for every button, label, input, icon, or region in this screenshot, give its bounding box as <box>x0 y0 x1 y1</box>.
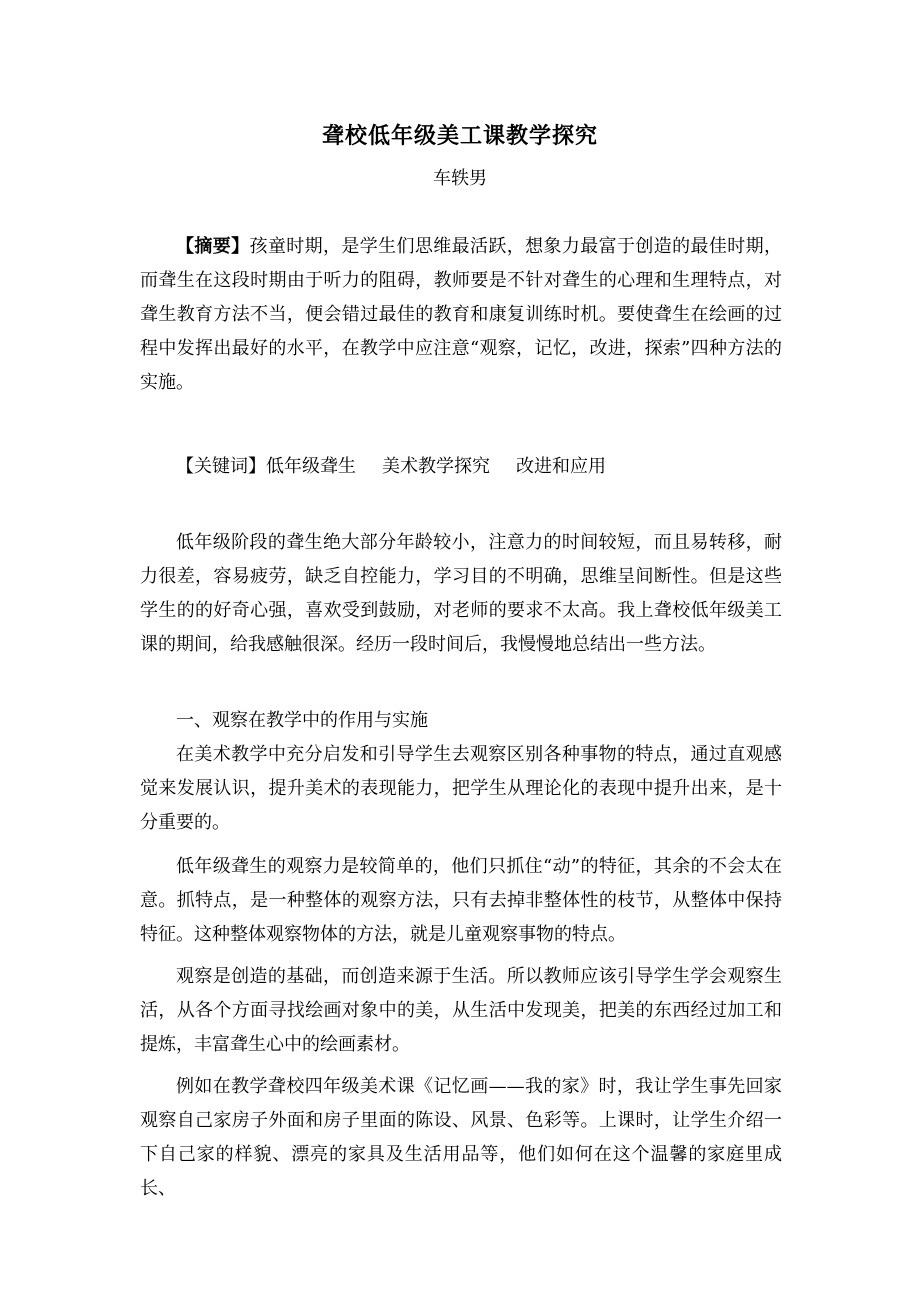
keywords-label: 【关键词】 <box>176 456 266 477</box>
body-paragraph: 在美术教学中充分启发和引导学生去观察区别各种事物的特点，通过直观感觉来发展认识，提升美术的表现能力，把学生从理论化的表现中提升出来，是十分重要的。 <box>140 744 782 833</box>
abstract-paragraph <box>140 230 782 400</box>
body-paragraph: 观察是创造的基础，而创造来源于生活。所以教师应该引导学生学会观察生活，从各个方面寻找绘画对象中的美，从生活中发现美，把美的东西经过加工和提炼，丰富聋生心中的绘画素材。 <box>140 966 782 1055</box>
section-heading: 一、观察在教学中的作用与实施 <box>176 710 428 731</box>
abstract-label: 【摘要】 <box>176 236 250 257</box>
author-name: 车轶男 <box>433 168 487 189</box>
body-paragraph: 低年级聋生的观察力是较简单的，他们只抓住“动”的特征，其余的不会太在意。抓特点，是一种整体的观察方法，只有去掉非整体性的枝节，从整体中保持特征。这种整体观察物体的方法，就是儿童观察事物的特点。 <box>140 856 782 945</box>
keyword-item: 美术教学探究 <box>382 456 490 477</box>
keyword-item: 低年级聋生 <box>266 456 356 477</box>
abstract-text: 孩童时期，是学生们思维最活跃，想象力最富于创造的最佳时期，而聋生在这段时期由于听力的阻碍，教师要是不针对聋生的心理和生理特点，对聋生教育方法不当，便会错过最佳的教育和康复训练时机。要使聋生在绘画的过程中发挥出最好的水平，在教学中应注意“观察，记忆，改进，探索”四种方法的实施。 <box>140 236 782 393</box>
intro-paragraph: 低年级阶段的聋生绝大部分年龄较小，注意力的时间较短，而且易转移，耐力很差，容易疲劳，缺乏自控能力，学习目的不明确，思维呈间断性。但是这些学生的的好奇心强，喜欢受到鼓励，对老师的要求不太高。我上聋校低年级美工课的期间，给我感触很深。经历一段时间后，我慢慢地总结出一些方法。 <box>140 532 782 655</box>
keyword-item: 改进和应用 <box>516 456 606 477</box>
keywords-paragraph <box>140 450 782 484</box>
document-title: 聋校低年级美工课教学探究 <box>321 123 598 149</box>
body-paragraph: 例如在教学聋校四年级美术课《记忆画——我的家》时，我让学生事先回家观察自己家房子外面和房子里面的陈设、风景、色彩等。上课时，让学生介绍一下自己家的样貌、漂亮的家具及生活用品等，他们如何在这个温馨的家庭里成长、 <box>140 1076 782 1199</box>
